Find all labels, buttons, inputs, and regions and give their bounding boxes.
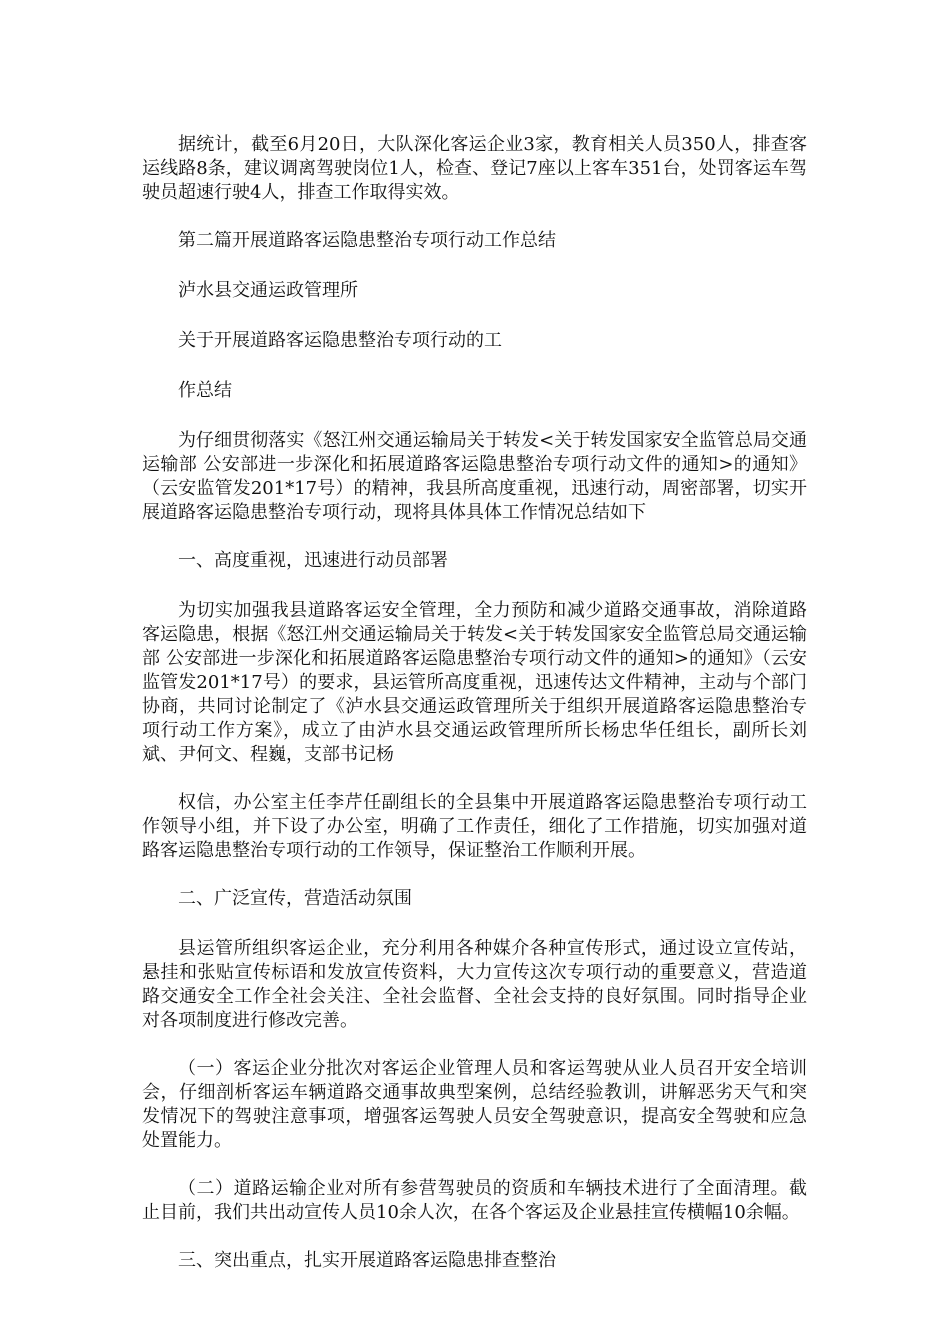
paragraph-leadership: 权信，办公室主任李芹任副组长的全县集中开展道路客运隐患整治专项行动工作领导小组，并下设了办公室，明确了工作责任，细化了工作措施，切实加强对道路客运隐患整治专项行动的工作领导，保证整治工作顺利开展。 <box>142 792 807 861</box>
document-title-line1: 关于开展道路客运隐患整治专项行动的工 <box>178 330 502 351</box>
paragraph-training: （一）客运企业分批次对客运企业管理人员和客运驾驶从业人员召开安全培训会，仔细剖析客运车辆道路交通事故典型案例，总结经验教训，讲解恶劣天气和突发情况下的驾驶注意事项，增强客运驾驶人员安全驾驶意识，提高安全驾驶和应急处置能力。 <box>142 1058 807 1151</box>
paragraph-mobilization: 为切实加强我县道路客运安全管理，全力预防和减少道路交通事故，消除道路客运隐患，根据《怒江州交通运输局关于转发<关于转发国家安全监管总局交通运输部 公安部进一步深化和拓展道路客运隐患整治专项行动文件的通知>的通知》（云安监管发201*17号）的要求，县运管所高度重视，迅速传达文件精神，主动与个部门协商，共同讨论制定了《泸水县交通运政管理所关于组织开展道路客运隐患整治专项行动工作方案》，成立了由泸水县交通运政管理所所长杨忠华任组长，副所长刘斌、尹何文、程巍，支部书记杨 <box>142 600 807 765</box>
section-title: 第二篇开展道路客运隐患整治专项行动工作总结 <box>178 230 556 251</box>
paragraph-introduction: 为仔细贯彻落实《怒江州交通运输局关于转发<关于转发国家安全监管总局交通运输部 公安部进一步深化和拓展道路客运隐患整治专项行动文件的通知>的通知》（云安监管发201*17号）的精神，我县所高度重视，迅速行动，周密部署，切实开展道路客运隐患整治专项行动，现将具体具体工作情况总结如下 <box>142 430 807 523</box>
heading-1: 一、高度重视，迅速进行动员部署 <box>178 550 448 571</box>
heading-3: 三、突出重点，扎实开展道路客运隐患排查整治 <box>178 1250 556 1271</box>
heading-2: 二、广泛宣传，营造活动氛围 <box>178 888 412 909</box>
organization-name: 泸水县交通运政管理所 <box>178 280 358 301</box>
paragraph-publicity: 县运管所组织客运企业，充分利用各种媒介各种宣传形式，通过设立宣传站，悬挂和张贴宣传标语和发放宣传资料，大力宣传这次专项行动的重要意义，营造道路交通安全工作全社会关注、全社会监督、全社会支持的良好氛围。同时指导企业对各项制度进行修改完善。 <box>142 938 807 1031</box>
document-body <box>142 133 807 1299</box>
document-title-line2: 作总结 <box>178 380 232 401</box>
paragraph-cleanup: （二）道路运输企业对所有参营驾驶员的资质和车辆技术进行了全面清理。截止目前，我们共出动宣传人员10余人次，在各个客运及企业悬挂宣传横幅10余幅。 <box>142 1178 807 1223</box>
paragraph-statistics: 据统计，截至6月20日，大队深化客运企业3家，教育相关人员350人，排查客运线路8条，建议调离驾驶岗位1人，检查、登记7座以上客车351台，处罚客运车驾驶员超速行驶4人，排查工作取得实效。 <box>142 134 807 203</box>
